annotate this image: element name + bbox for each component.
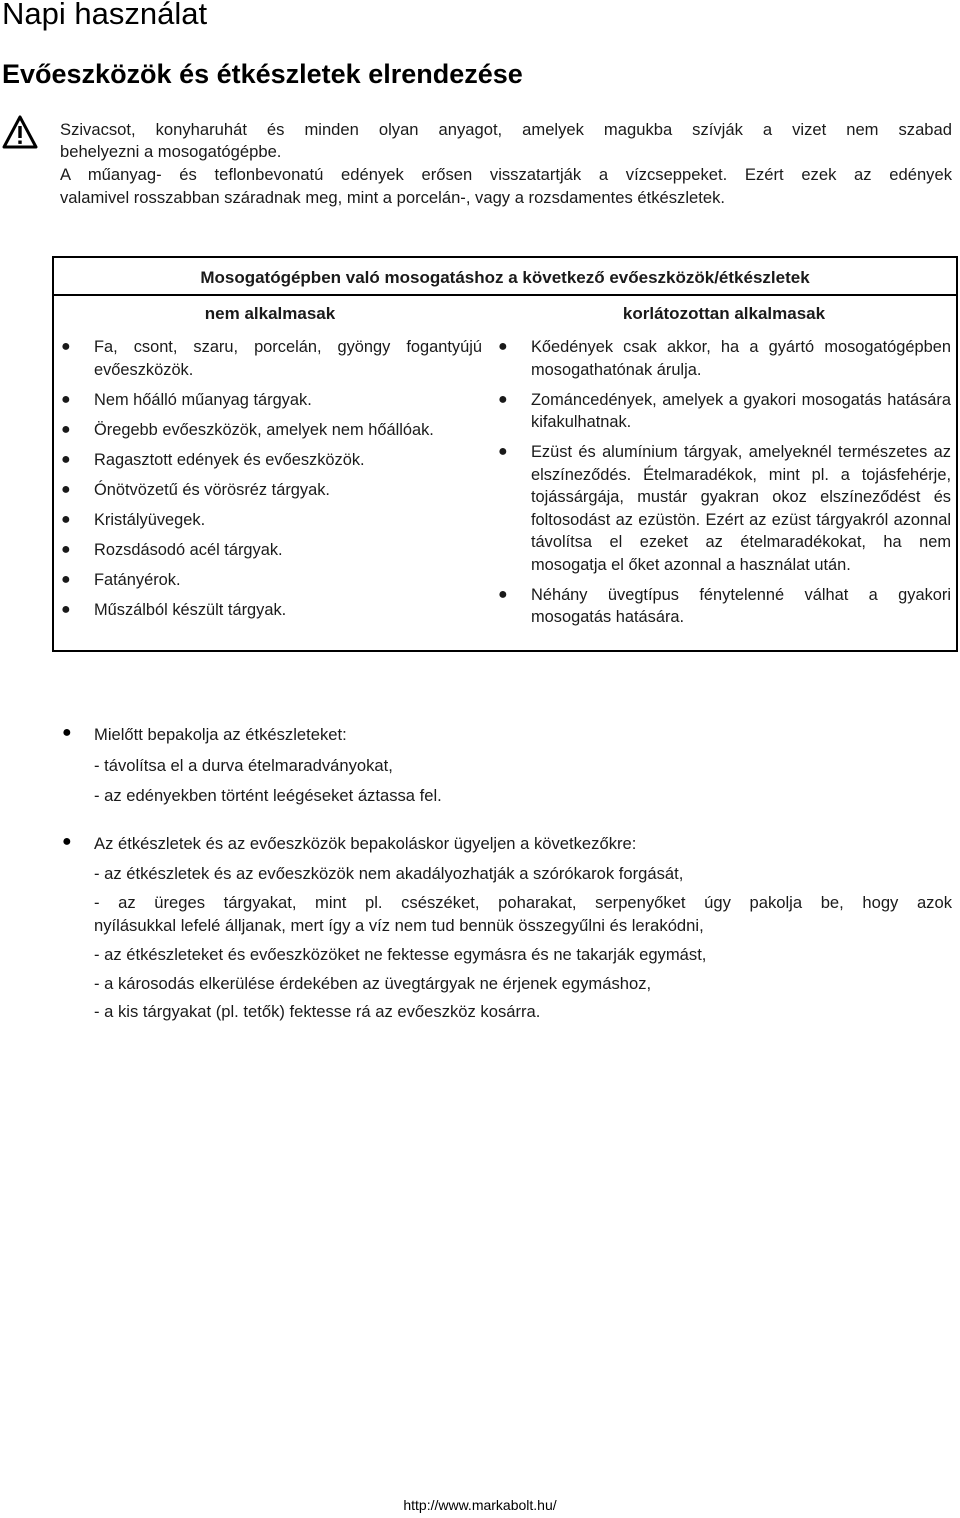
list-item [61,336,482,381]
instruction-intro: Mielőtt bepakolja az étkészleteket: [94,725,347,744]
list-item [61,509,482,532]
instruction-line: - az étkészleteket és evőeszközöket ne fektesse egymásra és ne takarják egymást, [94,945,707,964]
table-title: Mosogatógépben való mosogatáshoz a következő evőeszközök/étkészletek [200,268,810,287]
bullet-icon: ● [61,450,71,468]
list-item [498,584,951,629]
bullet-icon: ● [61,570,71,588]
warning-text-line: Szivacsot, konyharuhát és minden olyan anyagot, amelyek magukba szívják a vizet nem szabad [60,120,952,139]
column-header-limited: korlátozottan alkalmasak [622,304,826,323]
list-item-text: Műszálból készült tárgyak. [94,600,287,619]
list-item [61,449,482,472]
list-item-text: Zománcedények, amelyek a gyakori mosogatás hatására kifakulhatnak. [531,390,951,431]
section-title: Evőeszközök és étkészletek elrendezése [2,59,523,89]
instruction-intro: Az étkészletek és az evőeszközök bepakoláskor ügyeljen a következőkre: [94,834,637,853]
list-item-text: Néhány üvegtípus fénytelenné válhat a gyakori mosogatás hatására. [531,585,951,626]
footer-url: http://www.markabolt.hu/ [403,1497,557,1513]
column-header-unsuitable: nem alkalmasak [204,304,336,323]
limited-items-list [498,336,951,636]
instruction-line: - a károsodás elkerülése érdekében az üvegtárgyak ne érjenek egymáshoz, [94,974,652,993]
unsuitable-items-list [61,336,482,629]
bullet-icon: ● [62,724,72,741]
list-item-text: Ónötvözetű és vörösréz tárgyak. [94,480,330,499]
instruction-line: - távolítsa el a durva ételmaradványokat, [94,756,393,775]
bullet-icon: ● [498,338,508,355]
bullet-icon: ● [61,420,71,438]
list-item [61,569,482,592]
list-item [61,539,482,562]
list-item [61,479,482,502]
list-item-text: Öregebb evőeszközök, amelyek nem hőállóak. [94,420,434,439]
list-item-text: Fa, csont, szaru, porcelán, gyöngy fogantyújú evőeszközök. [94,338,482,379]
warning-text-line: A műanyag- és teflonbevonatú edények erősen visszatartják a vízcseppeket. Ezért ezek az edények [60,165,952,184]
instruction-line: - az étkészletek és az evőeszközök nem akadályozhatják a szórókarok forgását, [94,864,684,883]
bullet-icon: ● [61,600,71,618]
table-divider [52,294,958,296]
list-item [61,389,482,412]
list-item-text: Rozsdásodó acél tárgyak. [94,540,283,559]
warning-text-line: valamivel rosszabban száradnak meg, mint a porcelán-, vagy a rozsdamentes étkészletek. [60,188,725,207]
list-item [61,599,482,622]
warning-triangle-icon [2,114,38,150]
page-title: Napi használat [2,0,208,31]
list-item-text: Ezüst és alumínium tárgyak, amelyeknél természetes az elszíneződés. Ételmaradékok, mint pl. a tojásfehérje, tojássárgája, mustár gyakran okoz elszíneződést és foltosodást az ezüstön. Ezért az ezüst tárgyakról azonnal távolítsa el ezeket az ételmaradékokat, ha nem mosogatja el őket azonnal a használat után. [531,443,951,574]
bullet-icon: ● [61,540,71,558]
list-item [498,389,951,434]
list-item-text: Ragasztott edények és evőeszközök. [94,450,365,469]
bullet-icon: ● [61,390,71,408]
instruction-line: nyílásukkal lefelé álljanak, mert így a víz nem tud bennük összegyűlni és lerakódni, [94,916,704,935]
list-item [498,441,951,576]
list-item-text: Fatányérok. [94,570,181,589]
list-item [498,336,951,381]
warning-text-line: behelyezni a mosogatógépbe. [60,142,282,161]
instruction-line: - az üreges tárgyakat, mint pl. csészéket, poharakat, serpenyőket úgy pakolja be, hogy azok [94,893,952,912]
list-item-text: Kristályüvegek. [94,510,206,529]
bullet-icon: ● [498,585,508,603]
bullet-icon: ● [62,833,72,850]
list-item [61,419,482,442]
list-item-text: Nem hőálló műanyag tárgyak. [94,390,312,409]
instruction-line: - az edényekben történt leégéseket áztassa fel. [94,786,442,805]
bullet-icon: ● [498,390,508,408]
bullet-icon: ● [498,443,508,460]
bullet-icon: ● [61,338,71,355]
bullet-icon: ● [61,510,71,528]
bullet-icon: ● [61,480,71,498]
list-item-text: Kőedények csak akkor, ha a gyártó mosogatógépben mosogathatónak árulja. [531,338,951,379]
instruction-line: - a kis tárgyakat (pl. tetők) fektesse rá az evőeszköz kosárra. [94,1002,541,1021]
